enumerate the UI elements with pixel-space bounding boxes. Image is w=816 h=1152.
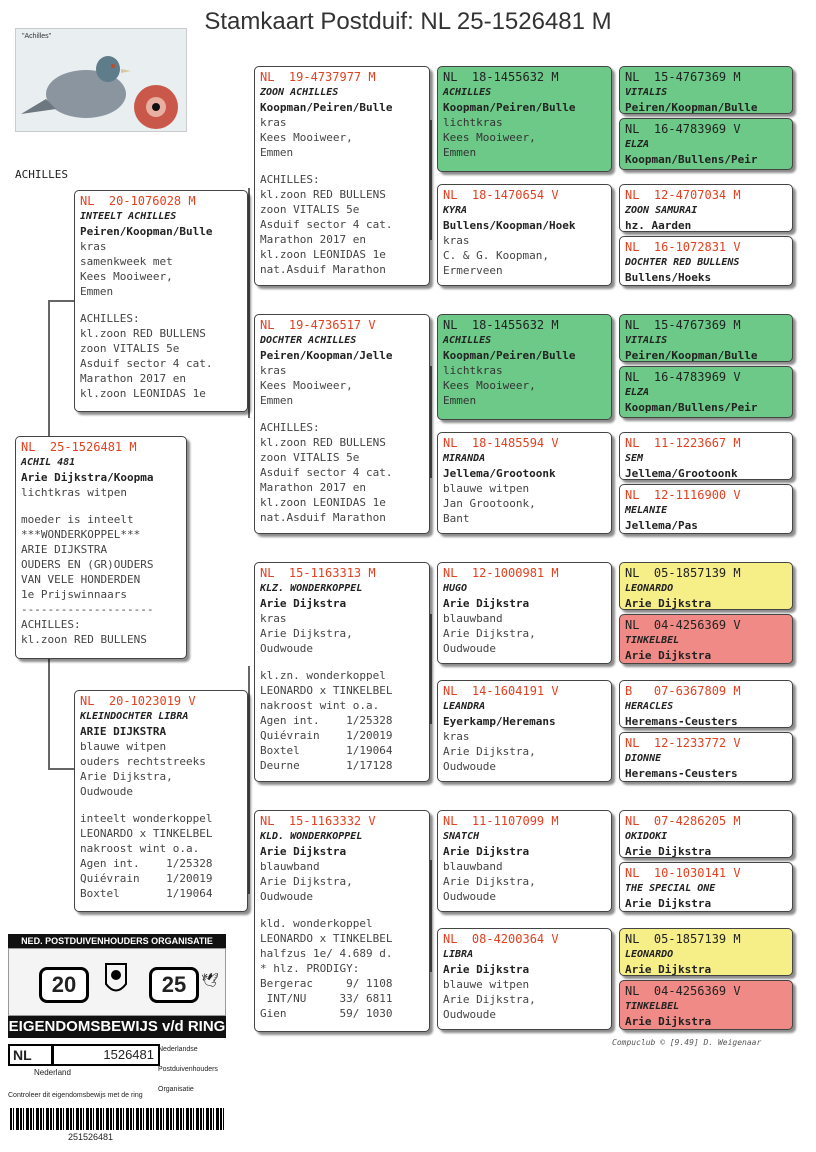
info-line: kras xyxy=(260,364,287,377)
info-line: nat.Asduif Marathon xyxy=(260,511,386,524)
pigeon-name: VITALIS xyxy=(625,87,668,98)
info-line: Marathon 2017 en xyxy=(80,372,186,385)
owner: Arie Dijkstra/Koopma xyxy=(21,471,154,484)
pedigree-card-gen3[interactable] xyxy=(437,928,612,1030)
ring-number: NL 14-1604191 V xyxy=(443,684,559,698)
info-line: Boxtel 1/19064 xyxy=(80,887,213,900)
pigeon-name: DOCHTER ACHILLES xyxy=(260,335,357,346)
pedigree-card-gen4[interactable] xyxy=(619,366,793,418)
info-line: Emmen xyxy=(443,146,477,159)
info-line: ARIE DIJKSTRA xyxy=(21,543,108,556)
ring-number: NL 20-1076028 M xyxy=(80,194,196,208)
owner: hz. Aarden xyxy=(625,219,692,232)
info-line: ACHILLES: xyxy=(260,173,320,186)
pedigree-card-gen3[interactable] xyxy=(437,562,612,664)
pedigree-card-gen4[interactable] xyxy=(619,980,793,1030)
pedigree-card-gen3[interactable] xyxy=(437,432,612,534)
pigeon-name: INTEELT ACHILLES xyxy=(80,211,177,222)
info-line: Emmen xyxy=(260,146,294,159)
pigeon-name: KLD. WONDERKOPPEL xyxy=(260,831,363,842)
barcode xyxy=(10,1108,224,1130)
info-line: Oudwoude xyxy=(260,890,313,903)
owner: Arie Dijkstra xyxy=(625,963,712,976)
pedigree-card-subject[interactable] xyxy=(15,436,187,659)
cert-ring-number: 1526481 xyxy=(52,1044,160,1066)
owner: Koopman/Bullens/Peir xyxy=(625,401,758,414)
cert-year-panel xyxy=(8,948,226,1016)
pedigree-card-gen4[interactable] xyxy=(619,314,793,362)
ring-number: NL 16-4783969 V xyxy=(625,370,741,384)
info-line xyxy=(21,500,181,512)
pedigree-card-gen4[interactable] xyxy=(619,66,793,114)
info-line: C. & G. Koopman, xyxy=(443,249,549,262)
info-line: kld. wonderkoppel xyxy=(260,917,373,930)
pedigree-card-gen4[interactable] xyxy=(619,432,793,480)
info-line: Quiévrain 1/20019 xyxy=(260,729,393,742)
info-line: nat.Asduif Marathon xyxy=(260,263,386,276)
info-line: Jan Grootoonk, xyxy=(443,497,536,510)
ring-number: NL 16-1072831 V xyxy=(625,240,741,254)
info-line: blauwband xyxy=(260,860,320,873)
info-line: Gien 59/ 1030 xyxy=(260,1007,393,1020)
pigeon-name: LEONARDO xyxy=(625,949,674,960)
ring-number: NL 12-1233772 V xyxy=(625,736,741,750)
info-line: ouders rechtstreeks xyxy=(80,755,206,768)
pigeon-name: ACHILLES xyxy=(443,335,492,346)
ring-number: NL 19-4737977 M xyxy=(260,70,376,84)
connector-line xyxy=(430,120,432,240)
owner: Heremans-Ceusters xyxy=(625,715,738,728)
ring-number: NL 18-1455632 M xyxy=(443,70,559,84)
cert-org: NED. POSTDUIVENHOUDERS ORGANISATIE xyxy=(8,934,226,948)
cert-country-code: NL xyxy=(8,1044,53,1066)
info-line: INT/NU 33/ 6811 xyxy=(260,992,393,1005)
info-line xyxy=(260,408,424,420)
pigeon-icon xyxy=(16,29,186,131)
connector-line xyxy=(48,300,76,302)
ring-number: NL 04-4256369 V xyxy=(625,984,741,998)
info-line: VAN VELE HONDERDEN xyxy=(21,573,141,586)
pigeon-name-label: ACHILLES xyxy=(15,168,68,181)
connector-line xyxy=(48,300,50,438)
ring-number: NL 15-4767369 M xyxy=(625,318,741,332)
pigeon-name: MIRANDA xyxy=(443,453,486,464)
pedigree-card-gen4[interactable] xyxy=(619,680,793,728)
info-line: Emmen xyxy=(80,285,114,298)
pigeon-name: TINKELBEL xyxy=(625,635,680,646)
owner: Eyerkamp/Heremans xyxy=(443,715,556,728)
info-line: Arie Dijkstra, xyxy=(443,875,536,888)
owner: ARIE DIJKSTRA xyxy=(80,725,167,738)
info-line: Arie Dijkstra, xyxy=(443,627,536,640)
info-line: LEONARDO x TINKELBEL xyxy=(260,684,393,697)
info-line xyxy=(80,299,242,311)
info-line: Arie Dijkstra, xyxy=(260,627,353,640)
connector-line xyxy=(430,366,432,478)
owner: Arie Dijkstra xyxy=(443,845,530,858)
ring-number: NL 18-1485594 V xyxy=(443,436,559,450)
info-line: Arie Dijkstra, xyxy=(80,770,173,783)
info-line: Oudwoude xyxy=(443,890,496,903)
owner: Arie Dijkstra xyxy=(625,649,712,662)
info-line: blauwband xyxy=(443,860,503,873)
pigeon-name: TINKELBEL xyxy=(625,1001,680,1012)
info-line: ACHILLES: xyxy=(80,312,140,325)
pigeon-name: ELZA xyxy=(625,387,650,398)
info-line: Boxtel 1/19064 xyxy=(260,744,393,757)
info-line: kl.zoon LEONIDAS 1e xyxy=(260,248,386,261)
pigeon-name: KLEINDOCHTER LIBRA xyxy=(80,711,189,722)
photo-caption: "Achilles" xyxy=(22,33,52,40)
pigeon-name: SEM xyxy=(625,453,644,464)
dove-icon: 🕊 xyxy=(201,973,219,989)
pedigree-card-dam[interactable] xyxy=(74,690,248,912)
pedigree-card-gen4[interactable] xyxy=(619,562,793,610)
owner: Koopman/Bullens/Peir xyxy=(625,153,758,166)
info-line: Oudwoude xyxy=(443,642,496,655)
info-line: kras xyxy=(260,612,287,625)
info-line: Asduif sector 4 cat. xyxy=(80,357,213,370)
pedigree-card-gen4[interactable] xyxy=(619,184,793,232)
info-line: blauwe witpen xyxy=(443,482,530,495)
info-line: kl.zoon RED BULLENS xyxy=(80,327,206,340)
info-line: kras xyxy=(260,116,287,129)
pedigree-card-gen4[interactable] xyxy=(619,862,793,912)
owner: Arie Dijkstra xyxy=(625,845,712,858)
info-line: Emmen xyxy=(260,394,294,407)
info-line: ACHILLES: xyxy=(260,421,320,434)
connector-line xyxy=(48,658,50,770)
info-line: Bergerac 9/ 1108 xyxy=(260,977,393,990)
owner: Arie Dijkstra xyxy=(443,963,530,976)
owner: Jellema/Pas xyxy=(625,519,698,532)
info-line: lichtkras xyxy=(443,364,503,377)
owner: Bullens/Hoeks xyxy=(625,271,712,284)
owner: Peiren/Koopman/Jelle xyxy=(260,349,393,362)
ring-number: NL 07-4286205 M xyxy=(625,814,741,828)
ring-number: NL 18-1455632 M xyxy=(443,318,559,332)
owner: Peiren/Koopman/Bulle xyxy=(80,225,213,238)
owner: Arie Dijkstra xyxy=(260,845,347,858)
ring-number: NL 19-4736517 V xyxy=(260,318,376,332)
ring-number: NL 20-1023019 V xyxy=(80,694,196,708)
pedigree-card-gen3[interactable] xyxy=(437,810,612,912)
info-line: samenkweek met xyxy=(80,255,173,268)
ring-number: NL 05-1857139 M xyxy=(625,932,741,946)
pigeon-name: ZOON SAMURAI xyxy=(625,205,698,216)
info-line: blauwe witpen xyxy=(443,978,530,991)
ring-number: NL 12-1116900 V xyxy=(625,488,741,502)
pigeon-name: VITALIS xyxy=(625,335,668,346)
pigeon-photo xyxy=(15,28,187,132)
page-title: Stamkaart Postduif: NL 25-1526481 M xyxy=(204,8,612,35)
owner: Koopman/Peiren/Bulle xyxy=(443,101,576,114)
owner: Arie Dijkstra xyxy=(625,897,712,910)
info-line xyxy=(260,904,424,916)
info-line: LEONARDO x TINKELBEL xyxy=(260,932,393,945)
info-line: ***WONDERKOPPEL*** xyxy=(21,528,141,541)
info-line: kl.zn. wonderkoppel xyxy=(260,669,386,682)
pedigree-card-gen2[interactable] xyxy=(254,810,430,1032)
info-line: Arie Dijkstra, xyxy=(260,875,353,888)
info-line: Arie Dijkstra, xyxy=(443,993,536,1006)
info-line: Ermerveen xyxy=(443,264,503,277)
ring-number: NL 18-1470654 V xyxy=(443,188,559,202)
info-line: Quiévrain 1/20019 xyxy=(80,872,213,885)
info-line: lichtkras xyxy=(443,116,503,129)
pigeon-name: THE SPECIAL ONE xyxy=(625,883,716,894)
info-line: Kees Mooiweer, xyxy=(443,379,536,392)
info-line: * hlz. PRODIGY: xyxy=(260,962,360,975)
info-line: Agen int. 1/25328 xyxy=(260,714,393,727)
pedigree-card-gen2[interactable] xyxy=(254,314,430,534)
pedigree-card-gen2[interactable] xyxy=(254,562,430,782)
info-line: nakroost wint o.a. xyxy=(80,842,200,855)
info-line: LEONARDO x TINKELBEL xyxy=(80,827,213,840)
pedigree-card-gen4[interactable] xyxy=(619,484,793,534)
info-line: Kees Mooiweer, xyxy=(260,379,353,392)
cert-note: Controleer dit eigendomsbewijs met de ring xyxy=(8,1092,143,1099)
footer-credit: Compuclub © [9.49] D. Weigenaar xyxy=(612,1038,762,1047)
cert-npo-line: Postduivenhouders xyxy=(158,1066,218,1073)
pedigree-card-gen3[interactable] xyxy=(437,184,612,286)
info-line: Marathon 2017 en xyxy=(260,233,366,246)
ring-number: NL 25-1526481 M xyxy=(21,440,137,454)
pigeon-name: ZOON ACHILLES xyxy=(260,87,339,98)
pigeon-name: LEONARDO xyxy=(625,583,674,594)
pedigree-card-gen4[interactable] xyxy=(619,614,793,664)
info-line: zoon VITALIS 5e xyxy=(260,203,360,216)
info-line: kl.zoon RED BULLENS xyxy=(21,633,147,646)
info-line: Kees Mooiweer, xyxy=(80,270,173,283)
owner: Arie Dijkstra xyxy=(443,597,530,610)
info-line: inteelt wonderkoppel xyxy=(80,812,213,825)
info-line: Oudwoude xyxy=(260,642,313,655)
info-line xyxy=(260,160,424,172)
pigeon-name: LIBRA xyxy=(443,949,474,960)
info-line: Asduif sector 4 cat. xyxy=(260,218,393,231)
ring-number: NL 08-4200364 V xyxy=(443,932,559,946)
info-line: blauwe witpen xyxy=(80,740,167,753)
info-line: Deurne 1/17128 xyxy=(260,759,393,772)
info-line: moeder is inteelt xyxy=(21,513,134,526)
info-line: kl.zoon LEONIDAS 1e xyxy=(260,496,386,509)
info-line: kl.zoon RED BULLENS xyxy=(260,188,386,201)
info-line: kl.zoon LEONIDAS 1e xyxy=(80,387,206,400)
info-line: halfzus 1e/ 4.689 d. xyxy=(260,947,393,960)
pedigree-card-gen4[interactable] xyxy=(619,236,793,286)
owner: Heremans-Ceusters xyxy=(625,767,738,780)
pigeon-name: DOCHTER RED BULLENS xyxy=(625,257,740,268)
pigeon-name: ELZA xyxy=(625,139,650,150)
info-line: kras xyxy=(443,234,470,247)
owner: Jellema/Grootoonk xyxy=(443,467,556,480)
info-line xyxy=(260,656,424,668)
connector-line xyxy=(48,768,76,770)
barcode-number: 251526481 xyxy=(68,1132,114,1142)
connector-line xyxy=(430,614,432,724)
owner: Koopman/Peiren/Bulle xyxy=(443,349,576,362)
info-line: -------------------- xyxy=(21,603,154,616)
pigeon-name: MELANIE xyxy=(625,505,668,516)
pedigree-card-gen4[interactable] xyxy=(619,732,793,782)
info-line: Kees Mooiweer, xyxy=(260,131,353,144)
ownership-certificate xyxy=(8,934,226,1146)
info-line: kl.zoon RED BULLENS xyxy=(260,436,386,449)
ring-number: B 07-6367809 M xyxy=(625,684,741,698)
cert-title: EIGENDOMSBEWIJS v/d RING xyxy=(8,1016,226,1038)
pigeon-name: LEANDRA xyxy=(443,701,486,712)
info-line: Kees Mooiweer, xyxy=(443,131,536,144)
ring-number: NL 15-1163313 M xyxy=(260,566,376,580)
info-line: ACHILLES: xyxy=(21,618,81,631)
info-line: Arie Dijkstra, xyxy=(443,745,536,758)
pigeon-name: ACHILLES xyxy=(443,87,492,98)
info-line: nakroost wint o.a. xyxy=(260,699,380,712)
pedigree-card-gen3[interactable] xyxy=(437,66,612,172)
owner: Bullens/Koopman/Hoek xyxy=(443,219,576,232)
cert-npo-line: Nederlandse xyxy=(158,1046,198,1053)
ring-number: NL 15-4767369 M xyxy=(625,70,741,84)
info-line: Emmen xyxy=(443,394,477,407)
info-line: lichtkras witpen xyxy=(21,486,127,499)
owner: Arie Dijkstra xyxy=(625,597,712,610)
info-line: kras xyxy=(80,240,107,253)
pigeon-name: HERACLES xyxy=(625,701,674,712)
cert-ring-panel xyxy=(8,1038,226,1106)
pedigree-card-gen4[interactable] xyxy=(619,810,793,858)
info-line: OUDERS EN (GR)OUDERS xyxy=(21,558,154,571)
info-line: Asduif sector 4 cat. xyxy=(260,466,393,479)
ring-number: NL 12-4707034 M xyxy=(625,188,741,202)
cert-npo-lines xyxy=(158,1040,224,1100)
owner: Arie Dijkstra xyxy=(260,597,347,610)
ring-number: NL 05-1857139 M xyxy=(625,566,741,580)
info-line: Oudwoude xyxy=(443,1008,496,1021)
pigeon-name: OKIDOKI xyxy=(625,831,668,842)
pedigree-card-gen4[interactable] xyxy=(619,118,793,170)
pedigree-card-gen3[interactable] xyxy=(437,314,612,420)
pigeon-name: KYRA xyxy=(443,205,468,216)
ring-number: NL 04-4256369 V xyxy=(625,618,741,632)
owner: Koopman/Peiren/Bulle xyxy=(260,101,393,114)
info-line: blauwband xyxy=(443,612,503,625)
pigeon-name: DIONNE xyxy=(625,753,662,764)
ring-number: NL 15-1163332 V xyxy=(260,814,376,828)
owner: Jellema/Grootoonk xyxy=(625,467,738,480)
cert-npo-line: Organisatie xyxy=(158,1086,194,1093)
connector-line xyxy=(248,188,250,418)
owner: Arie Dijkstra xyxy=(625,1015,712,1028)
owner: Peiren/Koopman/Bulle xyxy=(625,101,758,114)
owner: Peiren/Koopman/Bulle xyxy=(625,349,758,362)
ring-number: NL 11-1107099 M xyxy=(443,814,559,828)
info-line: kras xyxy=(443,730,470,743)
connector-line xyxy=(430,860,432,972)
ring-number: NL 12-1000981 M xyxy=(443,566,559,580)
ring-number: NL 10-1030141 V xyxy=(625,866,741,880)
pigeon-name: ACHIL 481 xyxy=(21,457,76,468)
pigeon-name: SNATCH xyxy=(443,831,480,842)
cert-country-name: Nederland xyxy=(34,1068,71,1077)
pedigree-card-gen2[interactable] xyxy=(254,66,430,286)
cert-year-left: 20 xyxy=(39,967,89,1003)
pigeon-name: KLZ. WONDERKOPPEL xyxy=(260,583,363,594)
info-line: 1e Prijswinnaars xyxy=(21,588,127,601)
connector-line xyxy=(248,666,250,894)
info-line: Bant xyxy=(443,512,470,525)
pedigree-card-sire[interactable] xyxy=(74,190,248,412)
info-line: Agen int. 1/25328 xyxy=(80,857,213,870)
info-line: Marathon 2017 en xyxy=(260,481,366,494)
pedigree-card-gen3[interactable] xyxy=(437,680,612,782)
info-line xyxy=(80,799,242,811)
info-line: Oudwoude xyxy=(443,760,496,773)
pigeon-name: HUGO xyxy=(443,583,468,594)
lion-emblem-icon xyxy=(101,959,131,1003)
info-line: Oudwoude xyxy=(80,785,133,798)
ring-number: NL 16-4783969 V xyxy=(625,122,741,136)
pedigree-card-gen4[interactable] xyxy=(619,928,793,976)
ring-number: NL 11-1223667 M xyxy=(625,436,741,450)
info-line: zoon VITALIS 5e xyxy=(260,451,360,464)
info-line: zoon VITALIS 5e xyxy=(80,342,180,355)
cert-year-right: 25 xyxy=(149,967,199,1003)
